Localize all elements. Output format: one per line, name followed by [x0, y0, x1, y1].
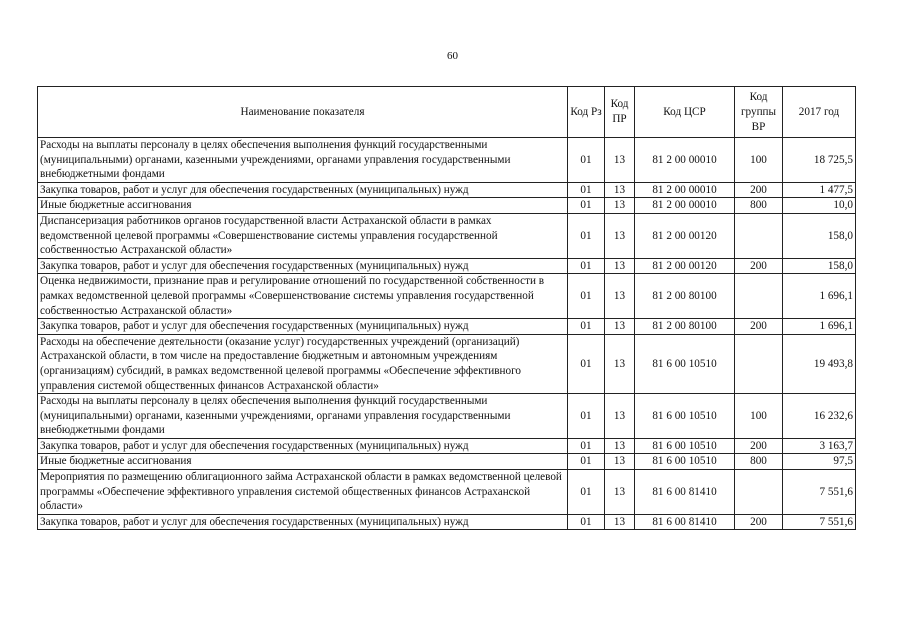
table-header-row: [38, 87, 856, 138]
row-csr: 81 6 00 81410: [635, 514, 735, 530]
row-amount: 7 551,6: [783, 470, 856, 515]
row-csr: 81 6 00 81410: [635, 470, 735, 515]
row-rz: 01: [568, 138, 605, 183]
row-pr: 13: [605, 182, 635, 198]
row-rz: 01: [568, 394, 605, 439]
row-name: Закупка товаров, работ и услуг для обеспечения государственных (муниципальных) нужд: [38, 258, 568, 274]
row-vr: 100: [735, 394, 783, 439]
row-pr: 13: [605, 470, 635, 515]
row-vr: 800: [735, 454, 783, 470]
row-amount: 19 493,8: [783, 334, 856, 393]
table-row: [38, 198, 856, 214]
row-csr: 81 6 00 10510: [635, 438, 735, 454]
row-name: Закупка товаров, работ и услуг для обеспечения государственных (муниципальных) нужд: [38, 182, 568, 198]
row-vr: [735, 470, 783, 515]
row-amount: 7 551,6: [783, 514, 856, 530]
row-rz: 01: [568, 274, 605, 319]
row-rz: 01: [568, 319, 605, 335]
row-name: Закупка товаров, работ и услуг для обеспечения государственных (муниципальных) нужд: [38, 514, 568, 530]
row-vr: 200: [735, 182, 783, 198]
row-pr: 13: [605, 454, 635, 470]
row-name: Расходы на обеспечение деятельности (оказание услуг) государственных учреждений (организаций) Астраханской области, в том числе на предоставление бюджетным и автономным учреждениям (организациям) субсидий, в рамках ведомственной целевой программы «Обеспечение эффективного управления системой общественных финансов Астраханской области»: [38, 334, 568, 393]
row-vr: 200: [735, 319, 783, 335]
row-name: Расходы на выплаты персоналу в целях обеспечения выполнения функций государственными (муниципальными) органами, казенными учреждениями, органами управления государственными внебюджетными фондами: [38, 138, 568, 183]
row-vr: 200: [735, 438, 783, 454]
row-name: Иные бюджетные ассигнования: [38, 198, 568, 214]
row-amount: 1 696,1: [783, 274, 856, 319]
row-rz: 01: [568, 438, 605, 454]
header-name: Наименование показателя: [38, 87, 568, 138]
row-name: Мероприятия по размещению облигационного займа Астраханской области в рамках ведомственной целевой программы «Обеспечение эффективного управления системой общественных финансов Астраханской области»: [38, 470, 568, 515]
row-amount: 158,0: [783, 258, 856, 274]
budget-table: [37, 86, 856, 530]
row-pr: 13: [605, 274, 635, 319]
table-row: [38, 438, 856, 454]
row-pr: 13: [605, 514, 635, 530]
row-pr: 13: [605, 258, 635, 274]
row-csr: 81 2 00 00120: [635, 213, 735, 258]
row-vr: [735, 334, 783, 393]
page-number: 60: [447, 50, 458, 62]
row-name: Иные бюджетные ассигнования: [38, 454, 568, 470]
row-rz: 01: [568, 334, 605, 393]
table-row: [38, 394, 856, 439]
table-row: [38, 138, 856, 183]
row-name: Расходы на выплаты персоналу в целях обеспечения выполнения функций государственными (муниципальными) органами, казенными учреждениями, органами управления государственными внебюджетными фондами: [38, 394, 568, 439]
table-row: [38, 319, 856, 335]
row-name: Закупка товаров, работ и услуг для обеспечения государственных (муниципальных) нужд: [38, 319, 568, 335]
row-pr: 13: [605, 319, 635, 335]
row-name: Закупка товаров, работ и услуг для обеспечения государственных (муниципальных) нужд: [38, 438, 568, 454]
header-vr: Код группы ВР: [735, 87, 783, 138]
row-vr: 100: [735, 138, 783, 183]
row-pr: 13: [605, 213, 635, 258]
header-pr: Код ПР: [605, 87, 635, 138]
row-csr: 81 6 00 10510: [635, 334, 735, 393]
row-pr: 13: [605, 394, 635, 439]
row-amount: 16 232,6: [783, 394, 856, 439]
table-row: [38, 213, 856, 258]
row-vr: 200: [735, 258, 783, 274]
row-vr: 800: [735, 198, 783, 214]
table-row: [38, 274, 856, 319]
row-rz: 01: [568, 258, 605, 274]
table-row: [38, 454, 856, 470]
row-rz: 01: [568, 470, 605, 515]
row-amount: 1 477,5: [783, 182, 856, 198]
row-csr: 81 6 00 10510: [635, 454, 735, 470]
row-name: Диспансеризация работников органов государственной власти Астраханской области в рамках ведомственной целевой программы «Совершенствование системы управления государственной собственностью Астраханской области»: [38, 213, 568, 258]
row-amount: 10,0: [783, 198, 856, 214]
table-row: [38, 514, 856, 530]
row-amount: 97,5: [783, 454, 856, 470]
row-amount: 18 725,5: [783, 138, 856, 183]
row-rz: 01: [568, 182, 605, 198]
row-name: Оценка недвижимости, признание прав и регулирование отношений по государственной собственности в рамках ведомственной целевой программы «Совершенствование системы управления государственной собственностью Астраханской области»: [38, 274, 568, 319]
row-pr: 13: [605, 198, 635, 214]
row-amount: 1 696,1: [783, 319, 856, 335]
row-pr: 13: [605, 438, 635, 454]
row-csr: 81 2 00 00010: [635, 138, 735, 183]
row-rz: 01: [568, 514, 605, 530]
row-csr: 81 6 00 10510: [635, 394, 735, 439]
table-row: [38, 258, 856, 274]
row-amount: 3 163,7: [783, 438, 856, 454]
row-pr: 13: [605, 138, 635, 183]
table-row: [38, 334, 856, 393]
row-rz: 01: [568, 454, 605, 470]
row-csr: 81 2 00 80100: [635, 274, 735, 319]
row-csr: 81 2 00 80100: [635, 319, 735, 335]
header-year: 2017 год: [783, 87, 856, 138]
table-row: [38, 182, 856, 198]
row-rz: 01: [568, 198, 605, 214]
row-vr: [735, 213, 783, 258]
header-csr: Код ЦСР: [635, 87, 735, 138]
row-vr: 200: [735, 514, 783, 530]
row-pr: 13: [605, 334, 635, 393]
row-csr: 81 2 00 00010: [635, 182, 735, 198]
row-csr: 81 2 00 00010: [635, 198, 735, 214]
row-vr: [735, 274, 783, 319]
header-rz: Код Рз: [568, 87, 605, 138]
row-rz: 01: [568, 213, 605, 258]
table-row: [38, 470, 856, 515]
row-amount: 158,0: [783, 213, 856, 258]
row-csr: 81 2 00 00120: [635, 258, 735, 274]
